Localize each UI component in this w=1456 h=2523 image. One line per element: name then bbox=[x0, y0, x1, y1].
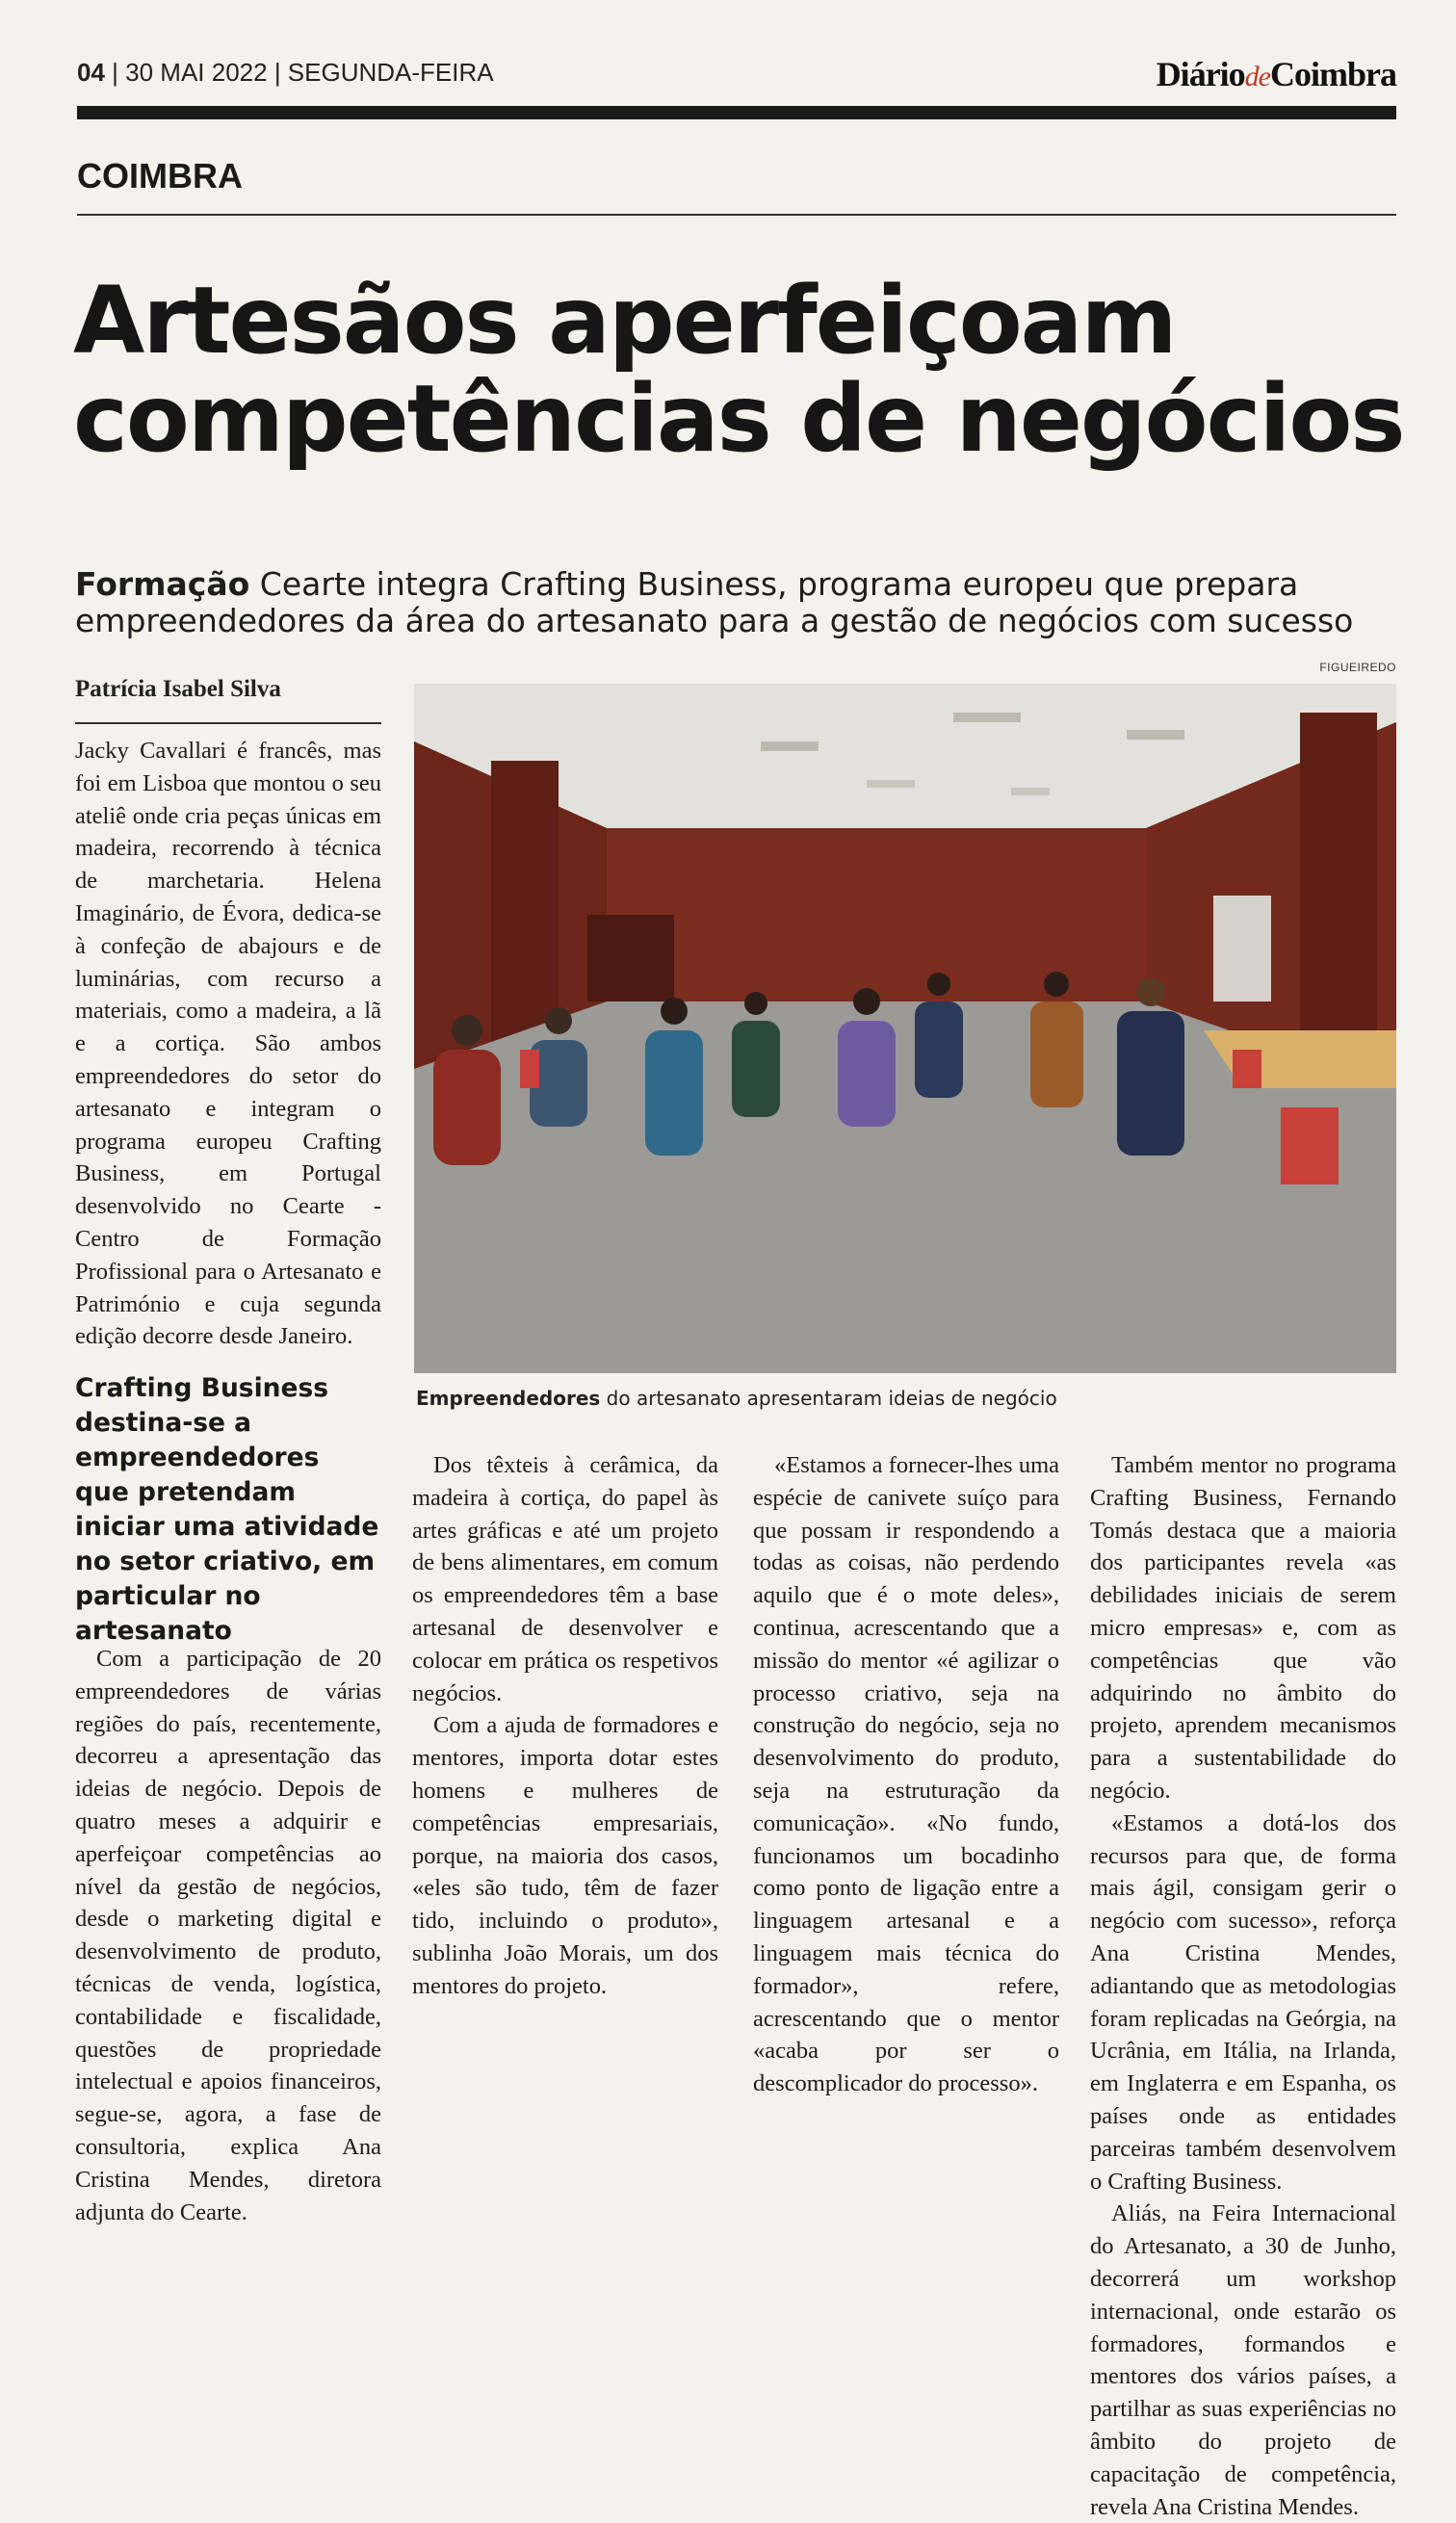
paragraph: Aliás, na Feira Internacional do Artesanato, a 30 de Junho, decorrerá um workshop internacional, onde estarão os formadores, formandos e mentores dos vários países, a partilhar as suas experiências no âmbito do projeto de capacitação de competência, revela Ana Cristina Mendes. bbox=[1090, 2200, 1396, 2520]
ceiling-vent bbox=[1127, 730, 1184, 740]
deck-text: Cearte integra Crafting Business, programa europeu que prepara empreendedores da área do artesanato para a gestão de negócios com sucesso bbox=[75, 565, 1354, 639]
folio-separator: | bbox=[273, 58, 288, 87]
byline: Patrícia Isabel Silva bbox=[75, 676, 281, 702]
page-header bbox=[77, 54, 1396, 92]
chair bbox=[1281, 1107, 1339, 1184]
headline bbox=[73, 267, 1412, 473]
paragraph: Também mentor no programa Crafting Business, Fernando Tomás destaca que a maioria dos participantes revela «as debilidades iniciais de serem micro empresas» e, com as competências que vão adquirindo no âmbito do projeto, aprendem mecanismos para a sustentabilidade do negócio. bbox=[1090, 1452, 1396, 1804]
page-number: 04 bbox=[77, 58, 105, 87]
article-column-2 bbox=[412, 1449, 718, 2003]
ceiling-vent bbox=[953, 713, 1021, 722]
caption-text: do artesanato apresentaram ideias de negócio bbox=[600, 1387, 1057, 1410]
ceiling-vent bbox=[1011, 788, 1050, 795]
paragraph: Dos têxteis à cerâmica, da madeira à cortiça, do papel às artes gráficas e até um projeto de bens alimentares, em comum os empreendedores têm a base artesanal de desenvolver e colocar em prática os respetivos negócios. bbox=[412, 1452, 718, 1706]
chair bbox=[1233, 1050, 1261, 1088]
pull-quote: Crafting Business destina-se a empreendedores que pretendam iniciar uma atividade no setor criativo, em particular no artesanato bbox=[75, 1373, 379, 1646]
section-label: COIMBRA bbox=[77, 156, 243, 195]
person bbox=[1030, 1001, 1083, 1107]
headline-line-2: competências de negócios bbox=[73, 365, 1404, 473]
logo-word-de: de bbox=[1244, 61, 1270, 92]
deck bbox=[75, 566, 1404, 639]
article-column-1-continued bbox=[75, 1643, 381, 2228]
classroom-photo bbox=[414, 684, 1396, 1373]
paragraph: Com a ajuda de formadores e mentores, importa dotar estes homens e mulheres de competências empresariais, porque, na maioria dos casos, «eles são tudo, têm de fazer tido, incluindo o produto», sublinha João Morais, um dos mentores do projeto. bbox=[412, 1712, 718, 1999]
paragraph: Com a participação de 20 empreendedores de várias regiões do país, recentemente, decorreu a apresentação das ideias de negócio. Depois de quatro meses a adquirir e aperfeiçoar competências ao nível da gestão de negócios, desde o marketing digital e desenvolvimento de produto, técnicas de venda, logística, contabilidade e fiscalidade, questões de propriedade intelectual e apoios financeiros, segue-se, agora, a fase de consultoria, explica Ana Cristina Mendes, diretora adjunta do Cearte. bbox=[75, 1646, 381, 2225]
ceiling-vent bbox=[761, 741, 819, 751]
lead-paragraph: Jacky Cavallari é francês, mas foi em Lisboa que montou o seu ateliê onde cria peças únicas em madeira, recorrendo à técnica de marchetaria. Helena Imaginário, de Évora, dedica-se à confeção de abajours e de luminárias, com recurso a materiais, como a madeira, a lã e a cortiça. São ambos empreendedores do setor do artesanato e integram o programa europeu Crafting Business, em Portugal desenvolvido no Cearte - Centro de Formação Profissional para o Artesanato e Património e cuja segunda edição decorre desde Janeiro. bbox=[75, 738, 381, 1350]
issue-weekday: SEGUNDA-FEIRA bbox=[287, 58, 494, 87]
article-column-4 bbox=[1090, 1449, 1396, 2523]
logo-word-coimbra: Coimbra bbox=[1270, 55, 1396, 93]
stacked-chairs bbox=[1213, 896, 1271, 1001]
article-photo bbox=[414, 684, 1396, 1373]
ceiling-vent bbox=[867, 780, 915, 788]
article-column-1 bbox=[75, 735, 381, 1353]
folio bbox=[77, 58, 494, 88]
folio-separator: | bbox=[112, 58, 126, 87]
person bbox=[1117, 1011, 1184, 1156]
headline-line-1: Artesãos aperfeiçoam bbox=[73, 267, 1176, 375]
header-bar bbox=[77, 106, 1396, 119]
paragraph: «Estamos a dotá-los dos recursos para que, de forma mais ágil, consigam gerir o negócio com sucesso», reforça Ana Cristina Mendes, adiantando que as metodologias foram replicadas na Geórgia, na Ucrânia, em Itália, na Irlanda, em Inglaterra e em Espanha, os países onde as entidades parceiras também desenvolvem o Crafting Business. bbox=[1090, 1809, 1396, 2195]
photo-caption bbox=[416, 1387, 1389, 1410]
newspaper-logo bbox=[1157, 54, 1396, 94]
person bbox=[915, 1001, 963, 1098]
section-rule bbox=[77, 214, 1396, 216]
person bbox=[732, 1021, 780, 1117]
issue-date: 30 MAI 2022 bbox=[125, 58, 268, 87]
byline-rule bbox=[75, 722, 381, 724]
article-column-3 bbox=[753, 1449, 1059, 2100]
person bbox=[838, 1021, 896, 1127]
logo-word-diario: Diário bbox=[1156, 55, 1245, 93]
person bbox=[645, 1030, 703, 1156]
person bbox=[433, 1050, 501, 1165]
photo-credit: FIGUEIREDO bbox=[1319, 661, 1396, 674]
chair bbox=[520, 1050, 539, 1088]
pillar bbox=[1300, 713, 1377, 1059]
paragraph: «Estamos a fornecer-lhes uma espécie de canivete suíço para que possam ir respondendo a todas as coisas, não perdendo aquilo que é o mote deles», continua, acrescentando que a missão do mentor «é agilizar o processo criativo, seja na construção do negócio, seja no desenvolvimento do produto, seja na estruturação da comunicação». «No fundo, funcionamos um bocadinho como ponto de ligação entre a linguagem artesanal e a linguagem mais técnica do formador», refere, acrescentando que o mentor «acaba por ser o descomplicador do processo». bbox=[753, 1452, 1059, 2097]
caption-bold: Empreendedores bbox=[416, 1387, 601, 1410]
doorway bbox=[587, 915, 674, 1001]
pillar bbox=[491, 761, 559, 1050]
deck-kicker: Formação bbox=[75, 565, 250, 603]
